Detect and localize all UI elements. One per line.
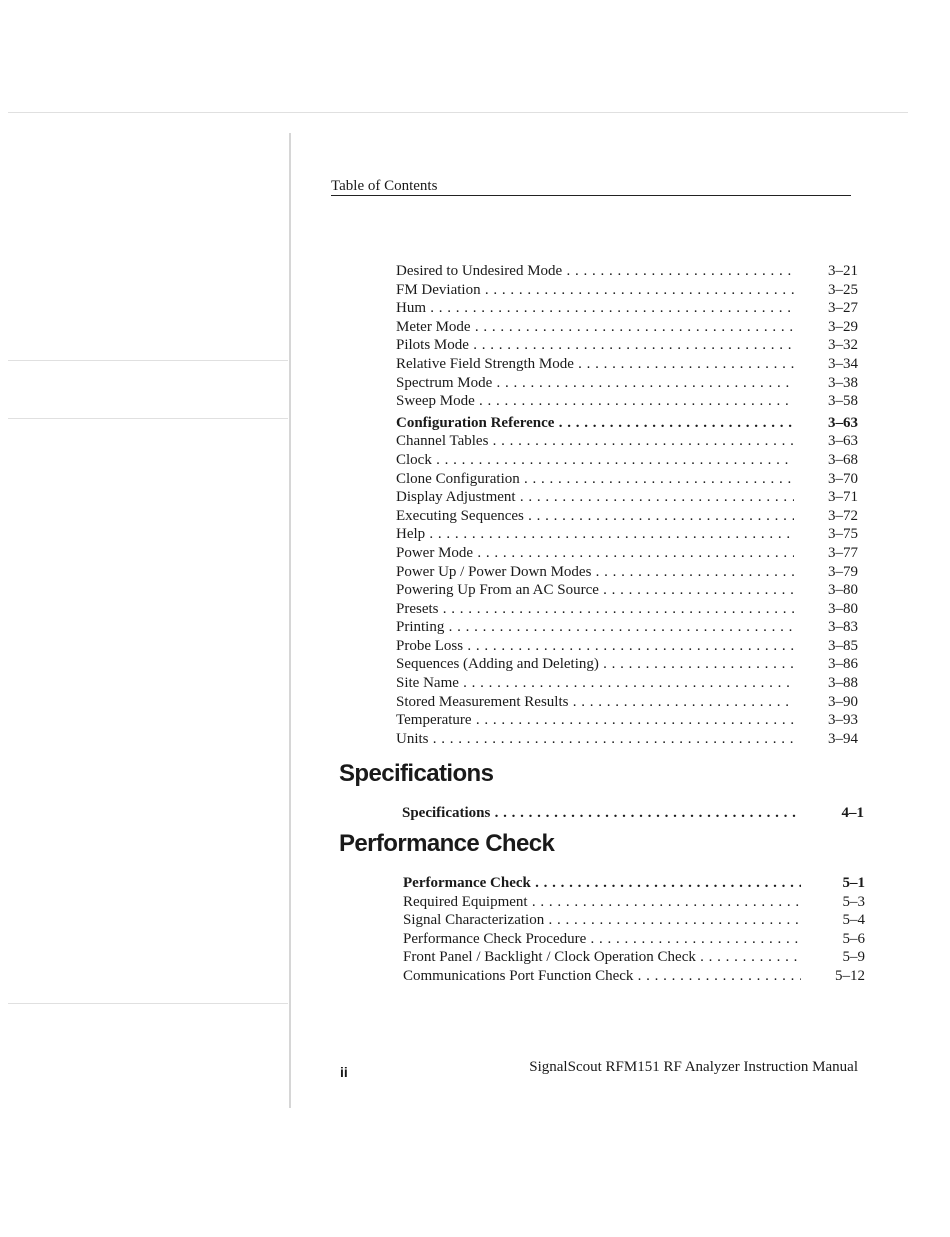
toc-entry-label: Display Adjustment . . . (396, 488, 794, 507)
toc-entry[interactable] (396, 451, 858, 470)
toc-entry[interactable] (396, 318, 858, 337)
toc-entry-label: Probe Loss . . . (396, 637, 794, 656)
toc-entry[interactable] (396, 262, 858, 281)
toc-entry-label: Performance Check Procedure . . . (403, 930, 801, 949)
toc-entry-label: Site Name . . . (396, 674, 794, 693)
toc-entry-label: Front Panel / Backlight / Clock Operation Check . . . (403, 948, 801, 967)
toc-entry-page: 3–32 (828, 337, 858, 354)
toc-entry[interactable] (396, 730, 858, 749)
toc-entry-label: Signal Characterization . . . (403, 911, 801, 930)
toc-entry-page: 3–58 (828, 393, 858, 410)
toc-entry-label: Printing . . . (396, 618, 794, 637)
toc-entry[interactable] (403, 893, 865, 912)
toc-entry-page: 3–38 (828, 374, 858, 391)
toc-entry-page: 5–6 (842, 930, 865, 947)
toc-entry-page: 3–34 (828, 355, 858, 372)
toc-entry-page: 3–80 (828, 582, 858, 599)
toc-entry[interactable] (396, 470, 858, 489)
toc-entry-page: 5–3 (842, 893, 865, 910)
toc-entry-label: Power Up / Power Down Modes . . . (396, 563, 794, 582)
toc-entry-label: Stored Measurement Results . . . (396, 693, 794, 712)
toc-entry-page: 3–75 (828, 526, 858, 543)
toc-entry-page: 3–70 (828, 470, 858, 487)
scan-line (8, 360, 288, 361)
toc-entry[interactable] (396, 563, 858, 582)
toc-entry-label: Desired to Undesired Mode . . . (396, 262, 794, 281)
toc-entry-page: 3–90 (828, 693, 858, 710)
toc-entry-label: Clock . . . (396, 451, 794, 470)
toc-entry-page: 5–4 (842, 912, 865, 929)
toc-entry-label: Channel Tables . . . (396, 432, 794, 451)
toc-entry-page: 3–80 (828, 600, 858, 617)
toc-list-specifications (402, 804, 864, 823)
toc-entry-page: 5–1 (842, 875, 865, 891)
toc-entry-page: 3–77 (828, 544, 858, 561)
toc-entry-page: 3–83 (828, 619, 858, 636)
scan-line (8, 112, 908, 113)
toc-entry-page: 3–85 (828, 637, 858, 654)
toc-entry[interactable] (396, 581, 858, 600)
toc-entry-label: Required Equipment . . . (403, 893, 801, 912)
toc-entry-page: 3–71 (828, 489, 858, 506)
toc-entry-label: Pilots Mode . . . (396, 336, 794, 355)
toc-entry[interactable] (396, 281, 858, 300)
toc-list-chapter-3 (396, 262, 858, 748)
toc-entry-page: 3–27 (828, 300, 858, 317)
toc-entry[interactable] (403, 911, 865, 930)
toc-list-performance-check (403, 874, 865, 986)
toc-entry-page: 3–94 (828, 730, 858, 747)
toc-entry-label: Powering Up From an AC Source . . . (396, 581, 794, 600)
page-edge (289, 133, 291, 1108)
toc-entry-label: Executing Sequences . . . (396, 507, 794, 526)
toc-entry-page: 3–63 (828, 433, 858, 450)
toc-entry-page: 3–79 (828, 563, 858, 580)
toc-entry-page: 4–1 (841, 805, 864, 821)
toc-entry-label: Sweep Mode . . . (396, 392, 794, 411)
toc-entry[interactable] (396, 600, 858, 619)
page-header-title: Table of Contents (331, 178, 438, 194)
toc-entry-label: Presets . . . (396, 600, 794, 619)
toc-entry[interactable] (396, 693, 858, 712)
toc-entry-label: Sequences (Adding and Deleting) . . . (396, 655, 794, 674)
toc-entry-label: Specifications . . . (402, 804, 800, 823)
toc-entry-page: 3–25 (828, 281, 858, 298)
toc-entry[interactable] (396, 674, 858, 693)
toc-entry-label: Meter Mode . . . (396, 318, 794, 337)
toc-entry[interactable] (396, 336, 858, 355)
toc-entry[interactable] (396, 374, 858, 393)
toc-entry-label: Performance Check . . . (403, 874, 801, 893)
toc-entry-label: Relative Field Strength Mode . . . (396, 355, 794, 374)
toc-entry[interactable] (396, 507, 858, 526)
footer-manual-title: SignalScout RFM151 RF Analyzer Instruction Manual (529, 1059, 858, 1075)
toc-entry-label: Units . . . (396, 730, 794, 749)
scan-line (8, 418, 288, 419)
toc-entry[interactable] (403, 948, 865, 967)
toc-entry-page: 3–21 (828, 263, 858, 279)
scan-line (8, 1003, 288, 1004)
toc-entry[interactable] (396, 618, 858, 637)
toc-entry[interactable] (396, 392, 858, 411)
toc-entry-label: Communications Port Function Check . . . (403, 967, 801, 986)
toc-entry[interactable] (396, 655, 858, 674)
toc-entry[interactable] (403, 930, 865, 949)
toc-entry[interactable] (396, 711, 858, 730)
toc-entry[interactable] (396, 355, 858, 374)
toc-entry[interactable] (396, 299, 858, 318)
toc-entry-page: 3–29 (828, 318, 858, 335)
toc-entry-page: 5–9 (842, 949, 865, 966)
toc-entry-label: Configuration Reference . . . (396, 414, 794, 433)
header-rule (331, 195, 851, 196)
toc-entry-label: Power Mode . . . (396, 544, 794, 563)
section-heading-performance-check: Performance Check (339, 830, 555, 857)
toc-entry-label: FM Deviation . . . (396, 281, 794, 300)
toc-entry-label: Spectrum Mode . . . (396, 374, 794, 393)
toc-entry-label: Hum . . . (396, 299, 794, 318)
toc-entry-page: 3–68 (828, 451, 858, 468)
toc-entry[interactable] (396, 544, 858, 563)
toc-entry[interactable] (396, 488, 858, 507)
toc-entry[interactable] (396, 637, 858, 656)
footer-page-number: ii (340, 1064, 348, 1080)
toc-entry-page: 3–93 (828, 712, 858, 729)
toc-entry-page: 5–12 (835, 967, 865, 984)
toc-entry-label: Temperature . . . (396, 711, 794, 730)
toc-entry-label: Clone Configuration . . . (396, 470, 794, 489)
toc-entry-page: 3–86 (828, 656, 858, 673)
toc-entry[interactable] (403, 967, 865, 986)
toc-entry-page: 3–72 (828, 507, 858, 524)
toc-section-entry[interactable] (402, 804, 864, 823)
section-heading-specifications: Specifications (339, 760, 494, 787)
toc-entry-page: 3–63 (828, 414, 858, 431)
toc-entry-label: Help . . . (396, 525, 794, 544)
toc-entry-page: 3–88 (828, 675, 858, 692)
toc-section-entry[interactable] (396, 414, 858, 433)
toc-entry[interactable] (396, 525, 858, 544)
toc-entry[interactable] (396, 432, 858, 451)
toc-section-entry[interactable] (403, 874, 865, 893)
